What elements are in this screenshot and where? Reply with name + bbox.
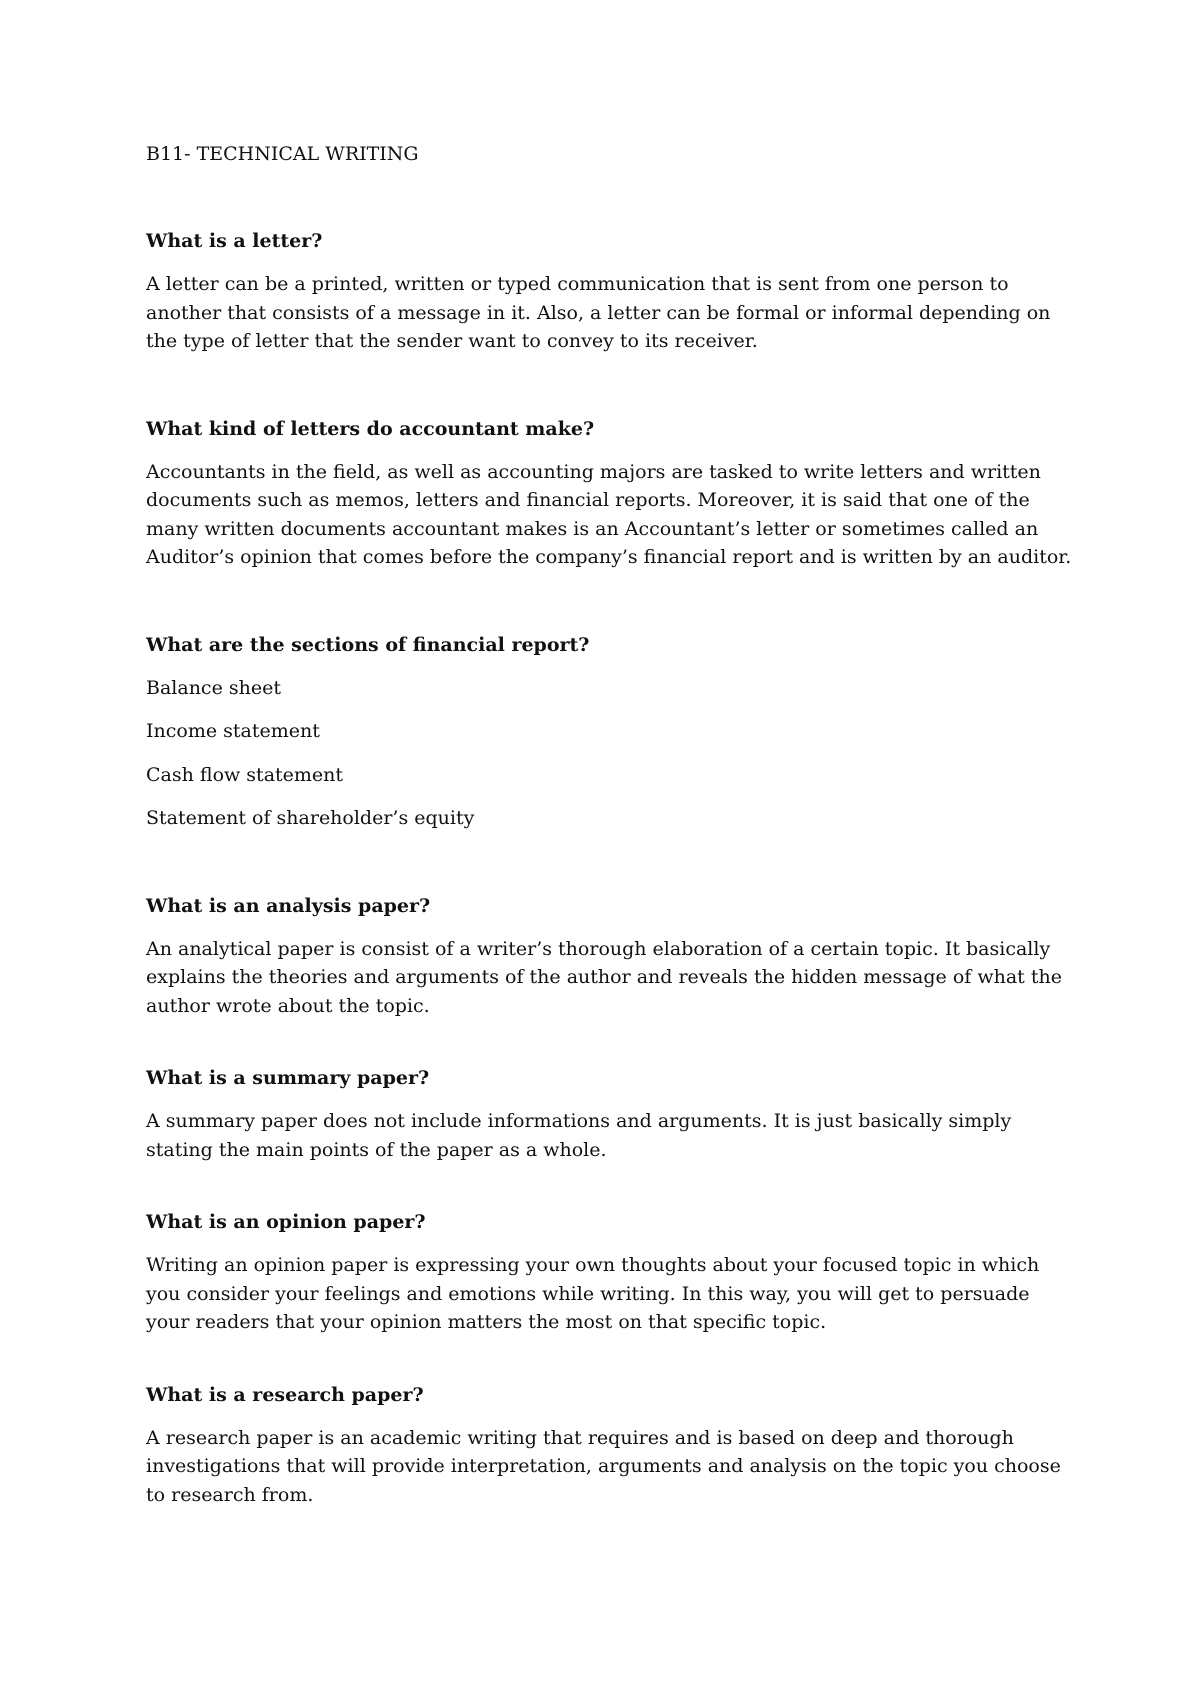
section-letter [146, 227, 1076, 356]
answer-paragraph: A research paper is an academic writing that requires and is based on deep and thorough investigations that will provide interpretation, arguments and analysis on the topic you choose to research from. [146, 1426, 1061, 1506]
list-item: Balance sheet [146, 676, 281, 699]
spacer [146, 833, 1076, 892]
question-heading: What kind of letters do accountant make? [146, 417, 595, 440]
section-accountant-letters [146, 415, 1076, 572]
spacer [146, 1164, 1076, 1208]
section-financial-report [146, 631, 1076, 833]
section-opinion-paper [146, 1208, 1076, 1337]
answer-paragraph: A letter can be a printed, written or typed communication that is sent from one person to another that consists of a message in it. Also, a letter can be formal or informal depending on the type of letter that the sender want to convey to its receiver. [146, 273, 1051, 352]
list-item: Statement of shareholder’s equity [146, 807, 475, 829]
answer-paragraph: An analytical paper is consist of a writer’s thorough elaboration of a certain topic. It basically explains the theories and arguments of the author and reveals the hidden message of what the author wrote about the topic. [146, 937, 1062, 1017]
question-heading: What are the sections of financial report? [146, 633, 590, 656]
list-item: Income statement [146, 720, 320, 742]
answer-paragraph: Accountants in the field, as well as accounting majors are tasked to write letters and written documents such as memos, letters and financial reports. Moreover, it is said that one of the many written documents accountant makes is an Accountant’s letter or sometimes called an Auditor’s opinion that comes before the company’s financial report and is written by an auditor. [146, 460, 1072, 568]
answer-paragraph: Writing an opinion paper is expressing your own thoughts about your focused topic in which you consider your feelings and emotions while writing. In this way, you will get to persuade your readers that your opinion matters the most on that specific topic. [146, 1254, 1040, 1333]
question-heading: What is a letter? [146, 230, 323, 252]
section-analysis-paper [146, 892, 1076, 1021]
question-heading: What is a research paper? [146, 1383, 424, 1406]
spacer [146, 1337, 1076, 1381]
question-heading: What is a summary paper? [146, 1067, 430, 1089]
question-heading: What is an opinion paper? [146, 1211, 426, 1233]
answer-paragraph: A summary paper does not include informations and arguments. It is just basically simply stating the main points of the paper as a whole. [146, 1110, 1012, 1161]
financial-report-list [146, 674, 1076, 833]
spacer [146, 356, 1076, 415]
document-page [146, 140, 1076, 1509]
list-item: Cash flow statement [146, 763, 344, 786]
spacer [146, 1020, 1076, 1064]
document-title: B11- TECHNICAL WRITING [146, 143, 419, 165]
section-summary-paper [146, 1064, 1076, 1164]
section-research-paper [146, 1381, 1076, 1510]
spacer [146, 572, 1076, 631]
question-heading: What is an analysis paper? [146, 894, 431, 917]
